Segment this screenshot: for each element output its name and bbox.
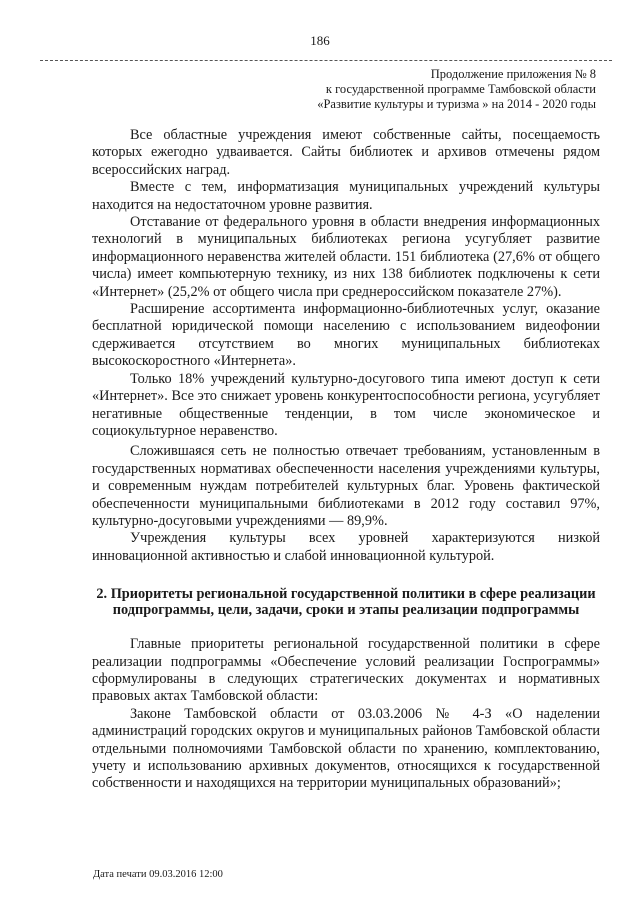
paragraph: Все областные учреждения имеют собственные сайты, посещаемость которых ежегодно удваивается. Сайты библиотек и архивов отмечены рядом всероссийских наград. bbox=[92, 127, 600, 178]
paragraph: Вместе с тем, информатизация муниципальных учреждений культуры находится на недостаточном уровне развития. bbox=[92, 179, 600, 213]
paragraph: Сложившаяся сеть не полностью отвечает требованиям, установленным в государственных нормативах обеспеченности населения учреждениями культуры, и современным нуждам потребителей культурных благ. Уровень фактической обеспеченности муниципальными библиотеками в 2012 году составил 97%, культурно-досуговыми учреждениями — 89,9%. bbox=[92, 443, 600, 529]
paragraph: Учреждения культуры всех уровней характеризуются низкой инновационной активностью и слабой инновационной культурой. bbox=[92, 530, 600, 564]
appendix-line-2: к государственной программе Тамбовской области bbox=[325, 82, 596, 96]
section-title: 2. Приоритеты региональной государственной политики в сфере реализации подпрограммы, цели, задачи, сроки и этапы реализации подпрограммы bbox=[96, 586, 596, 618]
paragraph: Законе Тамбовской области от 03.03.2006 № 4-З «О наделении администраций городских округов и муниципальных районов Тамбовской области отдельными полномочиями Тамбовской области по хранению, комплектованию, учету и использованию архивных документов, относящихся к государственной собственности и находящихся на территории муниципальных образований»; bbox=[92, 705, 600, 792]
header-divider bbox=[40, 60, 612, 61]
paragraph: Главные приоритеты региональной государственной политики в сфере реализации подпрограммы «Обеспечение условий реализации Госпрограммы» сформулированы в следующих стратегических документах и нормативных правовых актах Тамбовской области: bbox=[92, 636, 600, 705]
paragraph: Расширение ассортимента информационно-библиотечных услуг, оказание бесплатной юридической помощи населению с использованием видеофонии сдерживается отсутствием во многих муниципальных библиотеках высокоскоростного «Интернета». bbox=[92, 301, 600, 370]
appendix-line-3: «Развитие культуры и туризма » на 2014 - 2020 годы bbox=[317, 97, 596, 111]
paragraph: Отставание от федерального уровня в области внедрения информационных технологий в муниципальных библиотеках региона усугубляет развитие информационного неравенства жителей области. 151 библиотека (27,6% от общего числа) имеет компьютерную технику, из них 138 библиотек подключены к сети «Интернет» (25,2% от общего числа при среднероссийском показателе 27%). bbox=[92, 214, 600, 300]
appendix-header bbox=[317, 67, 596, 112]
print-date: Дата печати 09.03.2016 12:00 bbox=[93, 869, 223, 880]
paragraph: Только 18% учреждений культурно-досугового типа имеют доступ к сети «Интернет». Все это снижает уровень конкурентоспособности региона, усугубляет негативные общественные тенденции, в том числе экономическое и социокультурное неравенство. bbox=[92, 370, 600, 439]
appendix-line-1: Продолжение приложения № 8 bbox=[430, 67, 596, 81]
document-body bbox=[92, 127, 600, 793]
page-number: 186 bbox=[310, 33, 330, 48]
